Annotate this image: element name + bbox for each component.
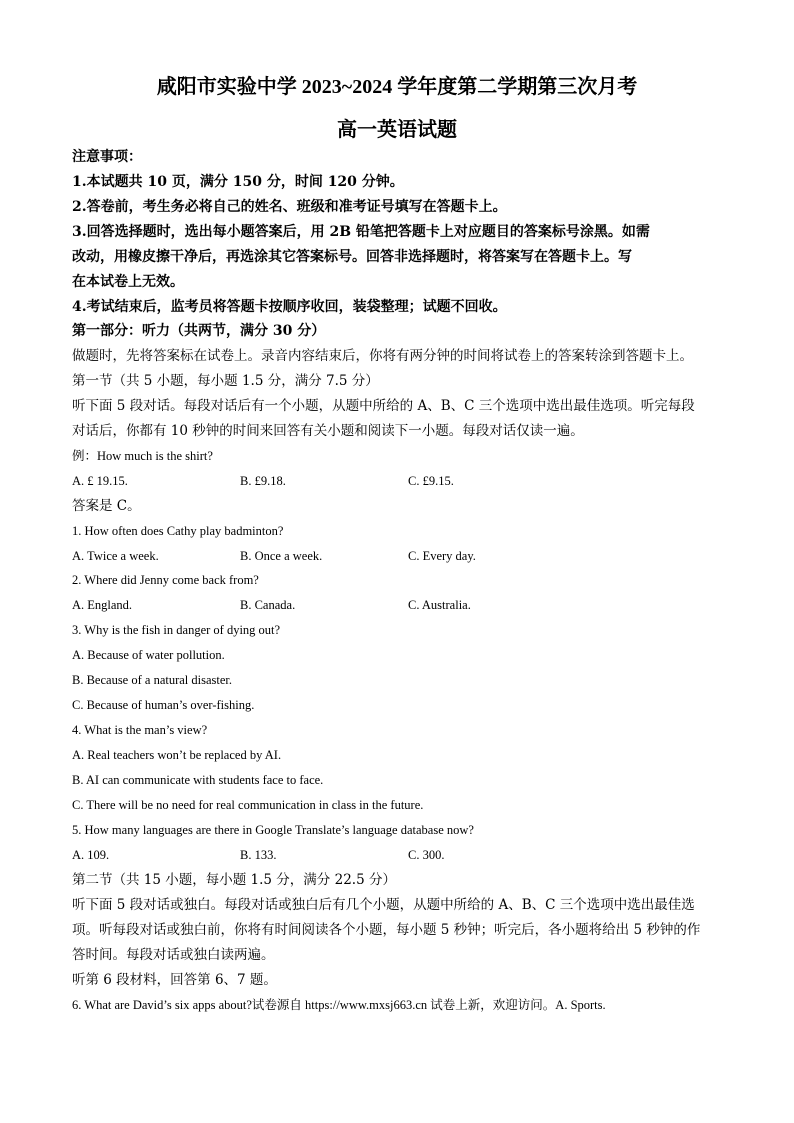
section1-instructions-2: 对话后，你都有 10 秒钟的时间来回答有关小题和阅读下一小题。每段对话仅读一遍。	[72, 423, 584, 439]
example-question: 例：How much is the shirt?	[72, 449, 213, 463]
question-3: 3. Why is the fish in danger of dying out?	[72, 623, 281, 637]
note-3-line-1: 3.回答选择题时，选出每小题答案后，用 2B 铅笔把答题卡上对应题目的答案标号涂黑。如需	[72, 224, 650, 240]
question-4: 4. What is the man’s view?	[72, 723, 208, 737]
question-6: 6. What are David’s six apps about?试卷源自 https://www.mxsj663.cn 试卷上新，欢迎访问。A. Sports.	[72, 998, 606, 1012]
question-1-option-b: B. Once a week.	[240, 549, 323, 563]
example-option-b: B. £9.18.	[240, 474, 286, 488]
part1-heading: 第一部分：听力（共两节，满分 30 分）	[72, 323, 326, 339]
question-3-option-b: B. Because of a natural disaster.	[72, 673, 233, 687]
section2-instructions-3: 答时间。每段对话或独白读两遍。	[72, 947, 275, 963]
question-4-option-c: C. There will be no need for real communication in class in the future.	[72, 798, 424, 812]
question-4-option-a: A. Real teachers won’t be replaced by AI.	[72, 748, 282, 762]
section1-heading: 第一节（共 5 小题，每小题 1.5 分，满分 7.5 分）	[72, 373, 379, 389]
question-5-option-a: A. 109.	[72, 848, 110, 862]
exam-title: 咸阳市实验中学 2023~2024 学年度第二学期第三次月考	[156, 76, 638, 98]
question-3-option-a: A. Because of water pollution.	[72, 648, 225, 662]
note-3-line-3: 在本试卷上无效。	[72, 274, 184, 290]
notes-heading: 注意事项：	[72, 149, 142, 165]
question-5-option-b: B. 133.	[240, 848, 277, 862]
question-2-option-b: B. Canada.	[240, 598, 296, 612]
question-1: 1. How often does Cathy play badminton?	[72, 524, 284, 538]
question-3-option-c: C. Because of human’s over-fishing.	[72, 698, 255, 712]
section2-heading: 第二节（共 15 小题，每小题 1.5 分，满分 22.5 分）	[72, 872, 396, 888]
question-2-option-c: C. Australia.	[408, 598, 471, 612]
question-5: 5. How many languages are there in Google Translate’s language database now?	[72, 823, 474, 837]
example-option-c: C. £9.15.	[408, 474, 454, 488]
example-answer: 答案是 C。	[72, 498, 141, 514]
question-4-option-b: B. AI can communicate with students face to face.	[72, 773, 324, 787]
part1-intro: 做题时，先将答案标在试卷上。录音内容结束后，你将有两分钟的时间将试卷上的答案转涂到答题卡上。	[72, 348, 693, 364]
note-2: 2.答卷前，考生务必将自己的姓名、班级和准考证号填写在答题卡上。	[72, 199, 507, 215]
question-2: 2. Where did Jenny come back from?	[72, 573, 259, 587]
question-1-option-c: C. Every day.	[408, 549, 476, 563]
exam-subtitle: 高一英语试题	[337, 119, 457, 141]
note-1: 1.本试题共 10 页，满分 150 分，时间 120 分钟。	[72, 174, 404, 190]
section2-instructions-1: 听下面 5 段对话或独白。每段对话或独白后有几个小题，从题中所给的 A、B、C 三个选项中选出最佳选	[72, 897, 695, 913]
note-4: 4.考试结束后，监考员将答题卡按顺序收回，装袋整理；试题不回收。	[72, 299, 507, 315]
question-1-option-a: A. Twice a week.	[72, 549, 159, 563]
material-6-heading: 听第 6 段材料，回答第 6、7 题。	[72, 972, 277, 988]
section1-instructions-1: 听下面 5 段对话。每段对话后有一个小题，从题中所给的 A、B、C 三个选项中选出最佳选项。听完每段	[72, 398, 695, 414]
section2-instructions-2: 项。听每段对话或独白前，你将有时间阅读各个小题，每小题 5 秒钟；听完后，各小题将给出 5 秒钟的作	[72, 922, 701, 938]
question-5-option-c: C. 300.	[408, 848, 445, 862]
note-3-line-2: 改动，用橡皮擦干净后，再选涂其它答案标号。回答非选择题时，将答案写在答题卡上。写	[72, 249, 632, 265]
example-option-a: A. £ 19.15.	[72, 474, 128, 488]
question-2-option-a: A. England.	[72, 598, 133, 612]
